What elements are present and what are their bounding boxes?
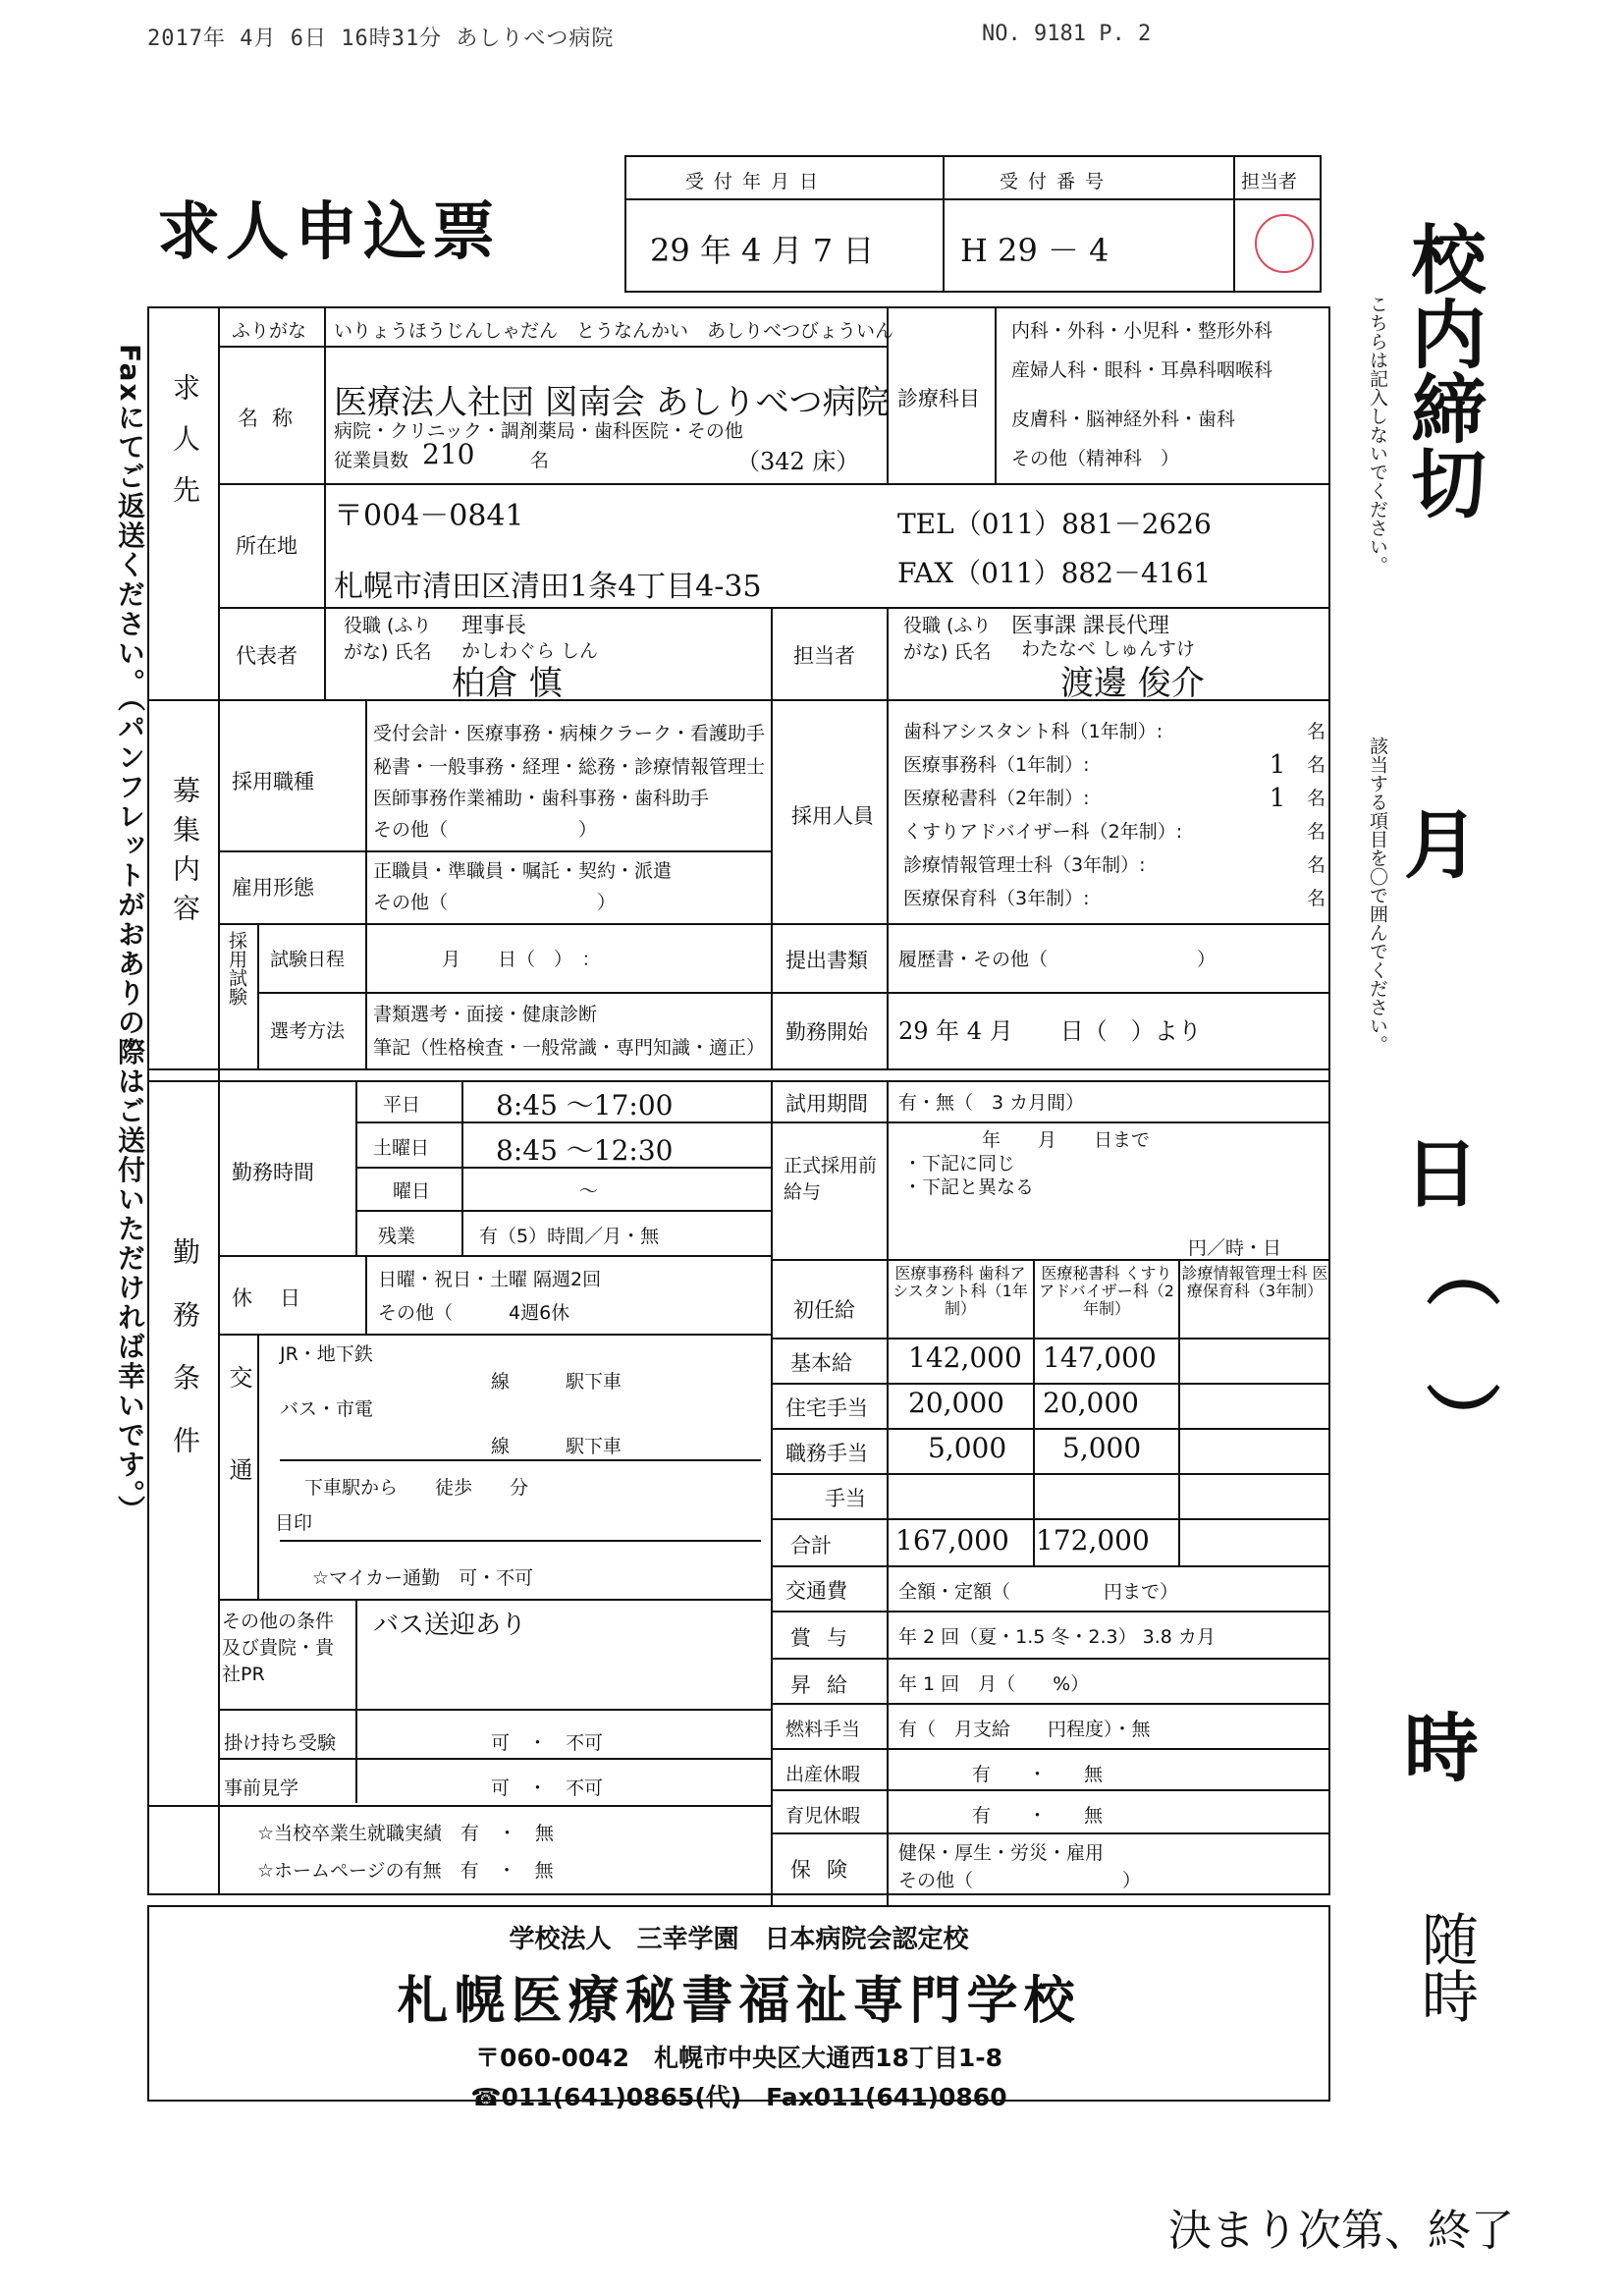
- saturday-value: 8:45 ～12:30: [496, 1134, 674, 1167]
- rep-furigana: かしわぐら しん: [461, 640, 599, 662]
- emp-type-line: 正職員・準職員・嘱託・契約・派遣: [373, 860, 673, 882]
- childcare-value: 有 ・ 無: [972, 1805, 1104, 1827]
- maternity-label: 出産休暇: [785, 1764, 861, 1785]
- raise-label: 昇給: [790, 1673, 863, 1697]
- bonus-label: 賞与: [790, 1626, 863, 1650]
- employer-section-label: 求人先: [169, 373, 201, 526]
- count-row: 診療情報管理士科（3年制）: 名: [903, 854, 1325, 876]
- count-label: 採用人員: [791, 804, 874, 828]
- contact-name: 渡邊 俊介: [1060, 664, 1205, 703]
- raise-value: 年 1 回 月（ %）: [898, 1673, 1090, 1695]
- deadline-month: 月: [1404, 801, 1479, 889]
- insurance-line2: その他（ ）: [898, 1870, 1142, 1891]
- transport-line6: 目印: [275, 1512, 313, 1534]
- contact-label: 担当者: [793, 644, 855, 668]
- rep-label: 代表者: [236, 644, 298, 668]
- job-other: その他（ ）: [373, 819, 598, 841]
- count-row: 医療保育科（3年制）: 名: [903, 888, 1325, 909]
- fuel-value: 有（ 月支給 円程度）・無: [898, 1719, 1151, 1740]
- count-row: 医療秘書科（2年制）: 1 名: [903, 784, 1325, 813]
- dept-line3: 皮膚科・脳神経外科・歯科: [1011, 409, 1236, 430]
- commute-label: 交通費: [785, 1579, 847, 1603]
- name-value: 医療法人社団 図南会 あしりべつ病院: [334, 383, 890, 422]
- reception-number-label: 受付番号: [1000, 171, 1114, 192]
- insurance-line1: 健保・厚生・労災・雇用: [898, 1842, 1105, 1864]
- salary-cell: 5,000: [1062, 1432, 1142, 1464]
- commute-value: 全額・定額（ 円まで）: [898, 1581, 1179, 1603]
- staff-stamp: [1255, 214, 1314, 273]
- fax-return-note: Faxにてご返送ください。（パンフレットがおありの際はご送付いただければ幸いです。）: [114, 344, 146, 1525]
- trial-label: 試用期間: [785, 1092, 868, 1116]
- fuel-label: 燃料手当: [785, 1719, 861, 1740]
- reception-date-label: 受付年月日: [685, 171, 829, 192]
- recruit-section-label: 募集内容: [169, 776, 201, 933]
- docs-label: 提出書類: [785, 949, 868, 972]
- salary-cell: 5,000: [928, 1432, 1007, 1464]
- fax-header-left: 2017年 4月 6日 16時31分 あしりべつ病院: [147, 27, 615, 51]
- trial-after-line3: ・下記と異なる: [903, 1176, 1035, 1198]
- overtime-value: 有（5）時間／月・無: [479, 1226, 660, 1247]
- salary-cell: 167,000: [895, 1524, 1009, 1557]
- insurance-label: 保険: [790, 1858, 863, 1882]
- school-info-box: [147, 1905, 1330, 2111]
- transport-line3: バス・市電: [280, 1398, 374, 1420]
- employees-label: 従業員数: [334, 450, 409, 471]
- transport-line5: 下車駅から 徒歩 分: [304, 1477, 529, 1499]
- type-options: 病院・クリニック・調剤薬局・歯科医院・その他: [334, 420, 743, 442]
- deadline-day: 日: [1404, 1130, 1479, 1218]
- reception-number-value: H 29 － 4: [960, 232, 1109, 269]
- count-row: くすりアドバイザー科（2年制）: 名: [903, 821, 1325, 843]
- employees-value: 210: [422, 438, 475, 470]
- homepage-status: ☆ホームページの有無 有 ・ 無: [257, 1860, 554, 1882]
- deadline-instruction: 該当する項目を〇で囲んでください。: [1367, 737, 1388, 1054]
- alumni-record: ☆当校卒業生就職実績 有 ・ 無: [257, 1823, 555, 1844]
- visit-value: 可 ・ 不可: [491, 1777, 604, 1799]
- furigana-label: ふりがな: [232, 320, 307, 342]
- contact-furigana: わたなべ しゅんすけ: [1021, 638, 1196, 660]
- furigana-value: いりょうほうじんしゃだん とうなんかい あしりべつびょういん: [334, 320, 894, 342]
- holiday-label: 休日: [232, 1286, 328, 1310]
- deadline-hour: 時: [1404, 1705, 1479, 1792]
- tel-value: TEL（011）881－2626: [897, 508, 1212, 540]
- rep-title: 理事長: [461, 614, 527, 638]
- weekday-label: 平日: [383, 1094, 421, 1116]
- job-line1: 受付会計・医療事務・病棟クラーク・看護助手: [373, 723, 766, 744]
- dept-other: その他（精神科 ）: [1011, 448, 1180, 469]
- exam-section-label: 採用試験: [226, 931, 247, 1006]
- salary-cell: 172,000: [1036, 1524, 1150, 1557]
- salary-cell: 147,000: [1043, 1341, 1157, 1374]
- contact-fields: 役職 (ふりがな) 氏名: [903, 615, 992, 663]
- fax-header-right: NO. 9181 P. 2: [982, 22, 1152, 46]
- address-label: 所在地: [236, 534, 298, 558]
- count-list: [903, 717, 1325, 917]
- salary-row-label: 職務手当: [785, 1442, 868, 1465]
- salary-header-1: 医療事務科 歯科アシスタント科（1年制）: [893, 1264, 1028, 1318]
- salary-cell: 20,000: [908, 1387, 1004, 1419]
- school-org: 学校法人 三幸学園 日本病院会認定校: [509, 1925, 969, 1954]
- school-address: 〒060-0042 札幌市中央区大通西18丁目1-8: [474, 2044, 1003, 2072]
- dept-label: 診療科目: [897, 387, 980, 410]
- employees-unit: 名: [530, 450, 550, 471]
- school-phone: ☎011(641)0865(代) Fax011(641)0860: [470, 2083, 1007, 2111]
- emp-type-label: 雇用形態: [232, 876, 314, 900]
- method-label: 選考方法: [270, 1020, 346, 1042]
- deadline-paren: （ ）: [1414, 1232, 1501, 1456]
- overtime-label: 残業: [378, 1226, 416, 1247]
- form-title: 求人申込票: [157, 195, 501, 269]
- count-row: 歯科アシスタント科（1年制）: 名: [903, 721, 1325, 742]
- hours-label: 勤務時間: [232, 1161, 314, 1184]
- count-row: 医療事務科（1年制）: 1 名: [903, 750, 1325, 780]
- fax-value: FAX（011）882－4161: [897, 557, 1212, 589]
- car-commute: ☆マイカー通勤 可・不可: [312, 1567, 534, 1589]
- reception-staff-label: 担当者: [1241, 171, 1298, 192]
- other-day-value: ～: [579, 1180, 599, 1202]
- salary-cell: 20,000: [1043, 1387, 1139, 1419]
- other-conditions-label: その他の条件及び貴院・貴社PR: [222, 1611, 335, 1685]
- exam-date-value: 月 日（ ） ：: [442, 949, 601, 970]
- transport-line2: 線 駅下車: [491, 1371, 622, 1393]
- postal-value: 〒004－0841: [334, 499, 524, 533]
- conditions-section-label: 勤務条件: [169, 1237, 201, 1489]
- dept-line2: 産婦人科・眼科・耳鼻科咽喉科: [1011, 359, 1273, 381]
- job-line2: 秘書・一般事務・経理・総務・診療情報管理士: [373, 756, 766, 778]
- emp-type-other: その他（ ）: [373, 892, 617, 913]
- dept-line1: 内科・外科・小児科・整形外科: [1011, 320, 1273, 342]
- transport-label: 交通: [225, 1365, 252, 1550]
- childcare-label: 育児休暇: [785, 1805, 861, 1827]
- transport-line4: 線 駅下車: [491, 1436, 622, 1457]
- salary-header-2: 医療秘書科 くすりアドバイザー科（2年制）: [1039, 1264, 1174, 1318]
- start-label: 勤務開始: [785, 1020, 868, 1044]
- method-line2: 筆記（性格検査・一般常識・専門知識・適正）: [373, 1037, 766, 1059]
- reception-box: [624, 155, 1322, 293]
- saturday-label: 土曜日: [373, 1137, 430, 1159]
- school-name: 札幌医療秘書福祉専門学校: [397, 1971, 1081, 2031]
- job-label: 採用職種: [232, 770, 314, 793]
- other-day-label: 曜日: [393, 1180, 431, 1202]
- exam-date-label: 試験日程: [270, 949, 346, 970]
- deadline-handwritten: 随時: [1412, 1910, 1479, 2024]
- rep-fields: 役職 (ふりがな) 氏名: [344, 615, 432, 663]
- deadline-note: こちらは記入しないでください。: [1367, 295, 1388, 574]
- trial-after-unit: 円／時・日: [1188, 1237, 1282, 1259]
- salary-header-3: 診療情報管理士科 医療保育科（3年制）: [1181, 1264, 1328, 1300]
- trial-after-line1: 年 月 日まで: [982, 1129, 1151, 1151]
- weekday-value: 8:45 ～17:00: [496, 1089, 674, 1121]
- side-job-label: 掛け持ち受験: [224, 1732, 337, 1754]
- bonus-value: 年 2 回（夏・1.5 冬・2.3） 3.8 カ月: [898, 1626, 1216, 1648]
- address-value: 札幌市清田区清田1条4丁目4-35: [334, 570, 762, 604]
- name-label: 名称: [238, 407, 306, 430]
- job-line3: 医師事務作業補助・歯科事務・歯科助手: [373, 788, 710, 809]
- other-conditions-value: バス送迎あり: [373, 1611, 527, 1640]
- trial-after-label: 正式採用前給与: [784, 1155, 878, 1203]
- trial-after-line2: ・下記に同じ: [903, 1153, 1016, 1175]
- salary-cell: 142,000: [908, 1341, 1022, 1374]
- beds-value: （342 床）: [736, 448, 860, 475]
- start-value: 29 年 4 月 日（ ）より: [898, 1017, 1202, 1045]
- side-job-value: 可 ・ 不可: [491, 1732, 604, 1754]
- salary-row-label: 基本給: [790, 1351, 852, 1375]
- salary-row-label: 手当: [825, 1487, 866, 1510]
- rep-name: 柏倉 慎: [452, 664, 563, 703]
- visit-label: 事前見学: [224, 1777, 299, 1799]
- deadline-title: 校内締切: [1399, 221, 1487, 519]
- salary-row-label: 合計: [790, 1534, 832, 1558]
- bottom-handwritten-note: 決まり次第、終了: [1168, 2206, 1514, 2256]
- maternity-value: 有 ・ 無: [972, 1764, 1104, 1785]
- contact-title: 医事課 課長代理: [1011, 614, 1169, 638]
- docs-value: 履歴書・その他（ ）: [898, 949, 1217, 970]
- salary-row-label: 住宅手当: [785, 1396, 868, 1420]
- method-line1: 書類選考・面接・健康診断: [373, 1004, 598, 1025]
- holiday-line1: 日曜・祝日・土曜 隔週2回: [378, 1269, 602, 1290]
- trial-value: 有・無（ 3 カ月間）: [898, 1092, 1085, 1114]
- reception-date-value: 29 年 4 月 7 日: [650, 232, 875, 269]
- starting-salary-label: 初任給: [793, 1298, 855, 1322]
- holiday-line2: その他（ 4週6休: [378, 1302, 570, 1324]
- transport-line1: JR・地下鉄: [280, 1343, 373, 1365]
